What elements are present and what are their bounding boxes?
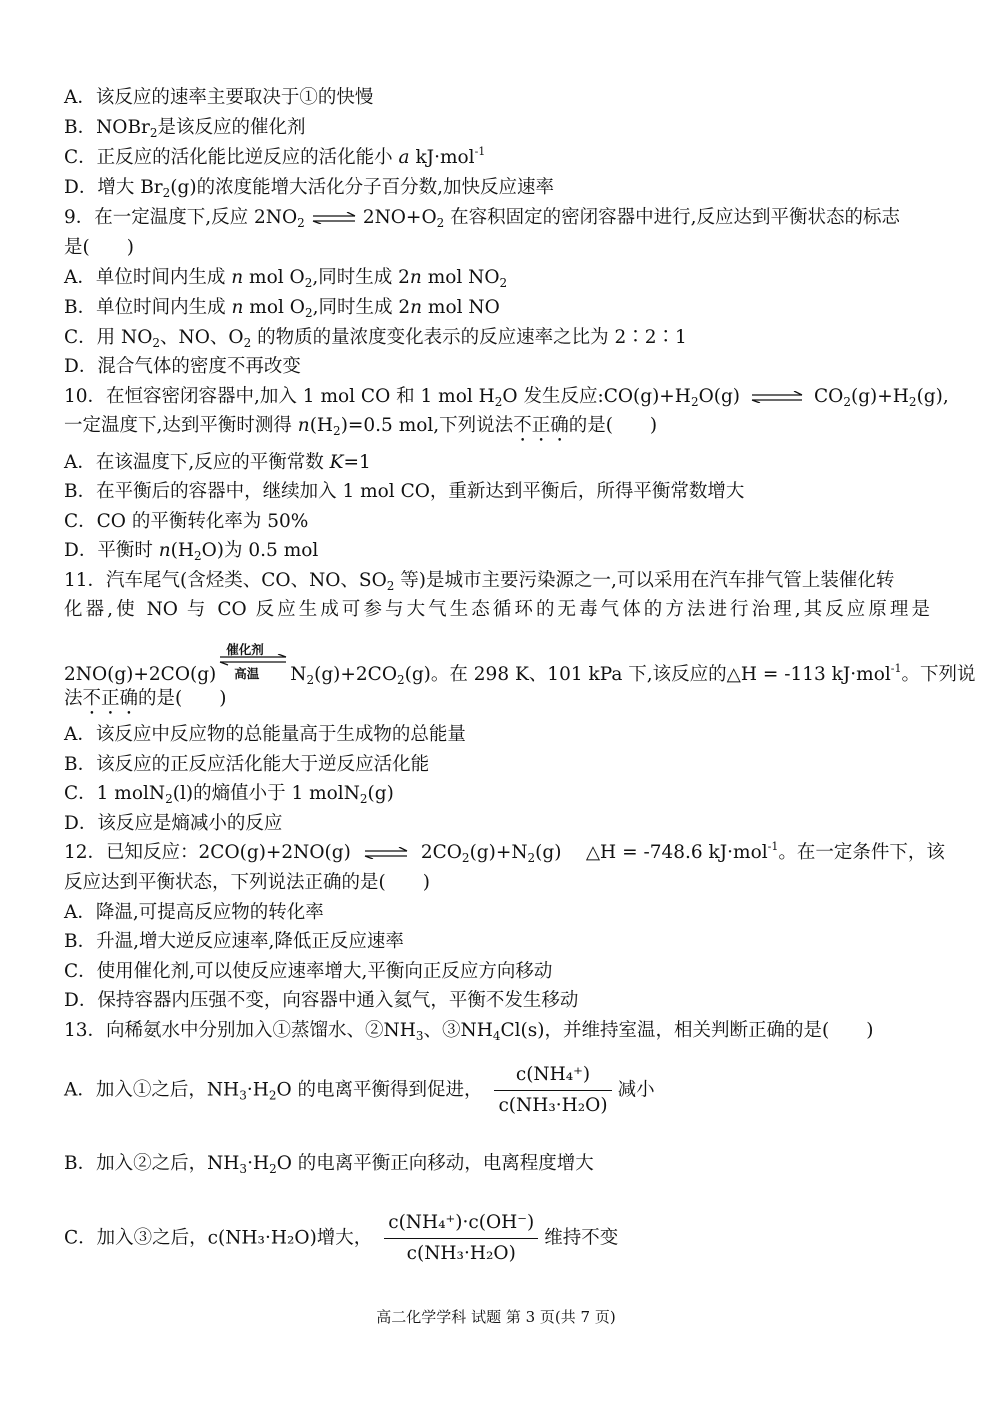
q8-option-b: B．NOBr$_2$是该反应的催化剂 — [64, 117, 306, 140]
q11-stem-end: 法不正确的是( ) — [64, 688, 227, 709]
emphasis-not-correct: 不正确 — [513, 415, 569, 436]
catalyst-arrow: 催化剂 高温 — [218, 652, 288, 682]
q10-option-b: B．在平衡后的容器中，继续加入 1 mol CO，重新达到平衡后，所得平衡常数增大 — [64, 481, 745, 502]
q12-option-d: D．保持容器内压强不变，向容器中通入氦气，平衡不发生移动 — [64, 990, 579, 1011]
q11-option-c: C．1 molN$_2$(l)的熵值小于 1 molN$_2$(g) — [64, 783, 394, 806]
q11-option-b: B．该反应的正反应活化能大于逆反应活化能 — [64, 754, 430, 775]
q8-option-d: D．增大 $Br_2(g)$的浓度能增大活化分子百分数,加快反应速率 — [64, 177, 554, 200]
q8-option-c: C．正反应的活化能比逆反应的活化能小 a kJ·mol$^{-1}$ — [64, 145, 486, 168]
q9-option-d: D．混合气体的密度不再改变 — [64, 356, 301, 377]
q11-stem-line2: 化器,使 NO 与 CO 反应生成可参与大气生态循环的无毒气体的方法进行治理,其反应原理是 — [64, 599, 930, 620]
q13-stem: 13．向稀氨水中分别加入①蒸馏水、$②NH_3$、$③NH_4Cl(s)$，并维持室温，相关判断正确的是( ) — [64, 1020, 874, 1043]
fraction-nh4-over-nh3h2o: $\frac{\text{c(NH₄⁺)}}{\text{c(NH₃·H₂O)}}$ — [494, 1062, 611, 1119]
equilibrium-arrow-icon — [363, 847, 409, 859]
q13-option-b: B．加入②之后，$NH_3\cdot H_2O$ 的电离平衡正向移动，电离程度增大 — [64, 1153, 594, 1176]
q12-option-b: B．升温,增大逆反应速率,降低正反应速率 — [64, 931, 404, 952]
fraction-nh4-oh-over-nh3h2o: $\frac{\text{c(NH₄⁺)·c(OH⁻)}}{\text{c(NH₃·H₂O)}}$ — [384, 1210, 538, 1267]
q10-stem-line2: 一定温度下,达到平衡时测得 $n(H_2)=0.5$ mol,下列说法不正确的是( ) — [64, 415, 658, 438]
q12-option-a: A．降温,可提高反应物的转化率 — [64, 902, 324, 923]
equilibrium-arrow-icon — [750, 391, 804, 403]
q9-stem-end: 是( ) — [64, 237, 134, 258]
q12-option-c: C．使用催化剂,可以使反应速率增大,平衡向正反应方向移动 — [64, 961, 553, 982]
q9-option-c: C．用 $NO_2$、NO、$O_2$ 的物质的量浓度变化表示的反应速率之比为 2∶2∶1 — [64, 327, 687, 350]
q9-option-a: A．单位时间内生成 n mol $O_2$,同时生成 2n mol $NO_2$ — [64, 267, 508, 290]
q13-option-c: C．加入③之后，c(NH₃·H₂O)增大， $\frac{\text{c(NH₄⁺)·c(OH⁻)}}{\text{c(NH₃·H₂O)}}$ 维持不变 — [64, 1210, 930, 1267]
q11-equation: 2NO(g)+2CO(g) 催化剂 高温 $N_2(g)+2CO_2(g)$。在 298 K、101 kPa 下,该反应的△H = -113 kJ·mol$^{-1}$。下列说 — [64, 642, 976, 687]
q11-option-d: D．该反应是熵减小的反应 — [64, 813, 283, 834]
q12-stem-line2: 反应达到平衡状态，下列说法正确的是( ) — [64, 872, 430, 893]
q13-option-a: A．加入①之后，$NH_3\cdot H_2O$ 的电离平衡得到促进， $\frac{\text{c(NH₄⁺)}}{\text{c(NH₃·H₂O)}}$ 减小 — [64, 1062, 930, 1119]
q12-stem: 12．已知反应：2CO(g)+2NO(g) $2CO_2(g)+N_2(g)$ △H = -748.6 kJ·mol$^{-1}$。在一定条件下，该 — [64, 840, 945, 865]
emphasis-not-correct: 不正确 — [82, 688, 139, 709]
q10-option-a: A．在该温度下,反应的平衡常数 K=1 — [64, 452, 371, 473]
q10-option-d: D．平衡时 $n(H_2O)$为 0.5 mol — [64, 540, 319, 563]
q10-option-c: C．CO 的平衡转化率为 50% — [64, 511, 309, 532]
q10-stem: 10．在恒容密闭容器中,加入 1 mol CO 和 1 mol $H_2O$ 发生反应$:CO(g)+H_2O(g)$ $CO_2(g)+H_2(g)$, — [64, 386, 949, 409]
equilibrium-arrow-icon — [311, 212, 357, 224]
q11-stem: 11．汽车尾气(含烃类、CO、NO、$SO_2$ 等)是城市主要污染源之一,可以采用在汽车排气管上装催化转 — [64, 570, 895, 593]
q11-option-a: A．该反应中反应物的总能量高于生成物的总能量 — [64, 724, 466, 745]
page-footer: 高二化学学科 试题 第 3 页(共 7 页) — [376, 1308, 616, 1326]
q9-option-b: B．单位时间内生成 n mol $O_2$,同时生成 2n mol NO — [64, 297, 500, 320]
q9-stem: 9．在一定温度下,反应 $2NO_2$ $2NO+O_2$ 在容积固定的密闭容器中进行,反应达到平衡状态的标志 — [64, 207, 901, 230]
q8-option-a: A．该反应的速率主要取决于①的快慢 — [64, 87, 374, 108]
